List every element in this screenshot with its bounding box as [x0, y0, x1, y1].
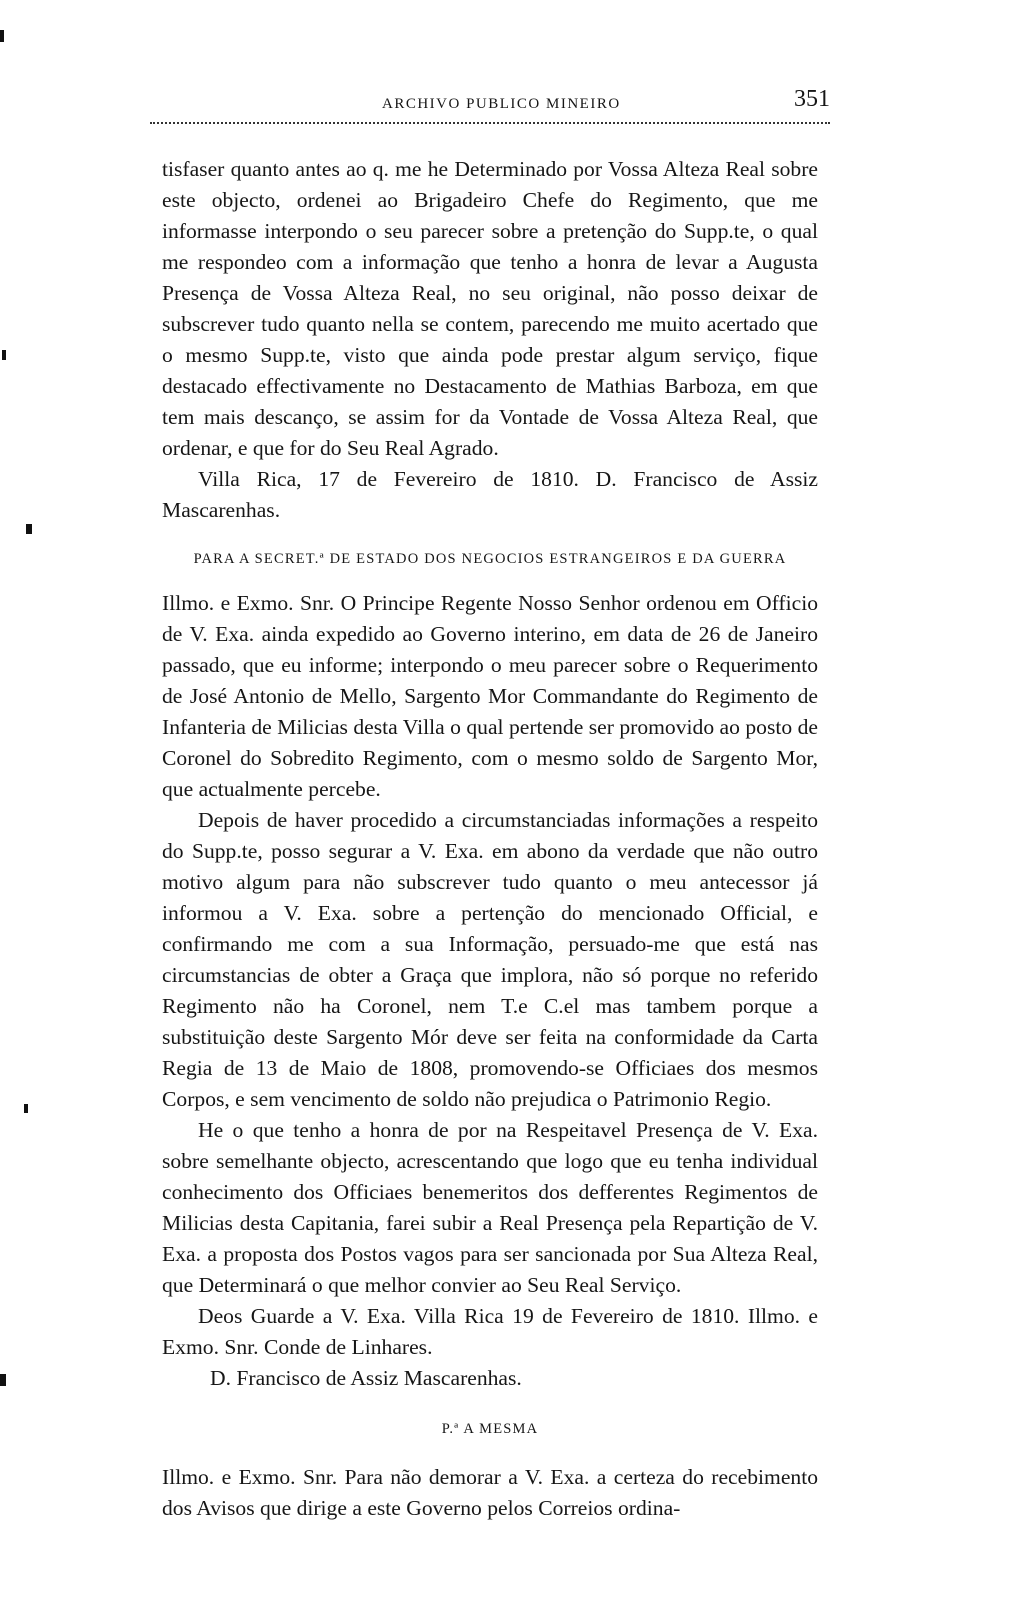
scan-mark	[26, 524, 32, 534]
section-heading: P.ª A MESMA	[441, 1421, 539, 1437]
page-text	[162, 154, 818, 1524]
scan-mark	[24, 1104, 28, 1113]
paragraph: He o que tenho a honra de por na Respeitavel Presença de V. Exa. sobre semelhante objecto, acrescentando que logo que eu tenha individual conhecimento dos Officiaes benemeritos dos defferentes Regimentos de Milicias desta Capitania, farei subir a Real Presença pela Repartição de V. Exa. a proposta dos Postos vagos para ser sancionada por Sua Alteza Real, que Determinará o que melhor convier ao Seu Real Serviço.	[162, 1118, 818, 1297]
dateline: Villa Rica, 17 de Fevereiro de 1810. D. Francisco de Assiz Mascarenhas.	[162, 467, 818, 522]
paragraph: Illmo. e Exmo. Snr. O Principe Regente Nosso Senhor ordenou em Officio de V. Exa. ainda expedido ao Governo interino, em data de 26 de Janeiro passado, que eu informe; interpondo o meu parecer sobre o Requerimento de José Antonio de Mello, Sargento Mor Commandante do Regimento de Infanteria de Milicias desta Villa o qual pertende ser promovido ao posto de Coronel do Sobredito Regimento, com o mesmo soldo de Sargento Mor, que actualmente percebe.	[162, 591, 818, 801]
scan-mark	[0, 30, 4, 42]
header-rule	[150, 122, 830, 124]
signature: D. Francisco de Assiz Mascarenhas.	[210, 1366, 522, 1390]
closing: Deos Guarde a V. Exa. Villa Rica 19 de Fevereiro de 1810. Illmo. e Exmo. Snr. Conde de Linhares.	[162, 1304, 818, 1359]
paragraph: tisfaser quanto antes ao q. me he Determinado por Vossa Alteza Real sobre este objecto, ordenei ao Brigadeiro Chefe do Regimento, que me informasse interpondo o seu parecer sobre a pretenção do Supp.te, o qual me respondeo com a informação que tenho a honra de levar a Augusta Presença de Vossa Alteza Real, no seu original, não posso deixar de subscrever tudo quanto nella se contem, parecendo me muito acertado que o mesmo Supp.te, visto que ainda pode prestar algum serviço, fique destacado effectivamente no Destacamento de Mathias Barboza, em que tem mais descanço, se assim for da Vontade de Vossa Alteza Real, que ordenar, e que for do Seu Real Agrado.	[162, 157, 818, 460]
running-head	[150, 86, 830, 126]
scan-mark	[2, 350, 6, 360]
paragraph: Depois de haver procedido a circumstanciadas informações a respeito do Supp.te, posso segurar a V. Exa. em abono da verdade que não outro motivo algum para não subscrever tudo quanto o meu antecessor já informou a V. Exa. sobre a pertenção do mencionado Official, e confirmando me com a sua Informação, persuado-me que está nas circumstancias de obter a Graça que implora, não só porque no referido Regimento não ha Coronel, nem T.e C.el mas tambem porque a substituição deste Sargento Mór deve ser feita na conformidade da Carta Regia de 13 de Maio de 1808, promovendo-se Officiaes dos mesmos Corpos, e sem vencimento de soldo não prejudica o Patrimonio Regio.	[162, 808, 818, 1111]
section-heading: PARA A SECRET.ª DE ESTADO DOS NEGOCIOS ESTRANGEIROS E DA GUERRA	[193, 551, 787, 567]
page-number: 351	[794, 86, 830, 112]
paragraph: Illmo. e Exmo. Snr. Para não demorar a V. Exa. a certeza do recebimento dos Avisos que dirige a este Governo pelos Correios ordina-	[162, 1465, 818, 1520]
running-title: ARCHIVO PUBLICO MINEIRO	[382, 96, 621, 112]
scan-mark	[0, 1374, 6, 1386]
